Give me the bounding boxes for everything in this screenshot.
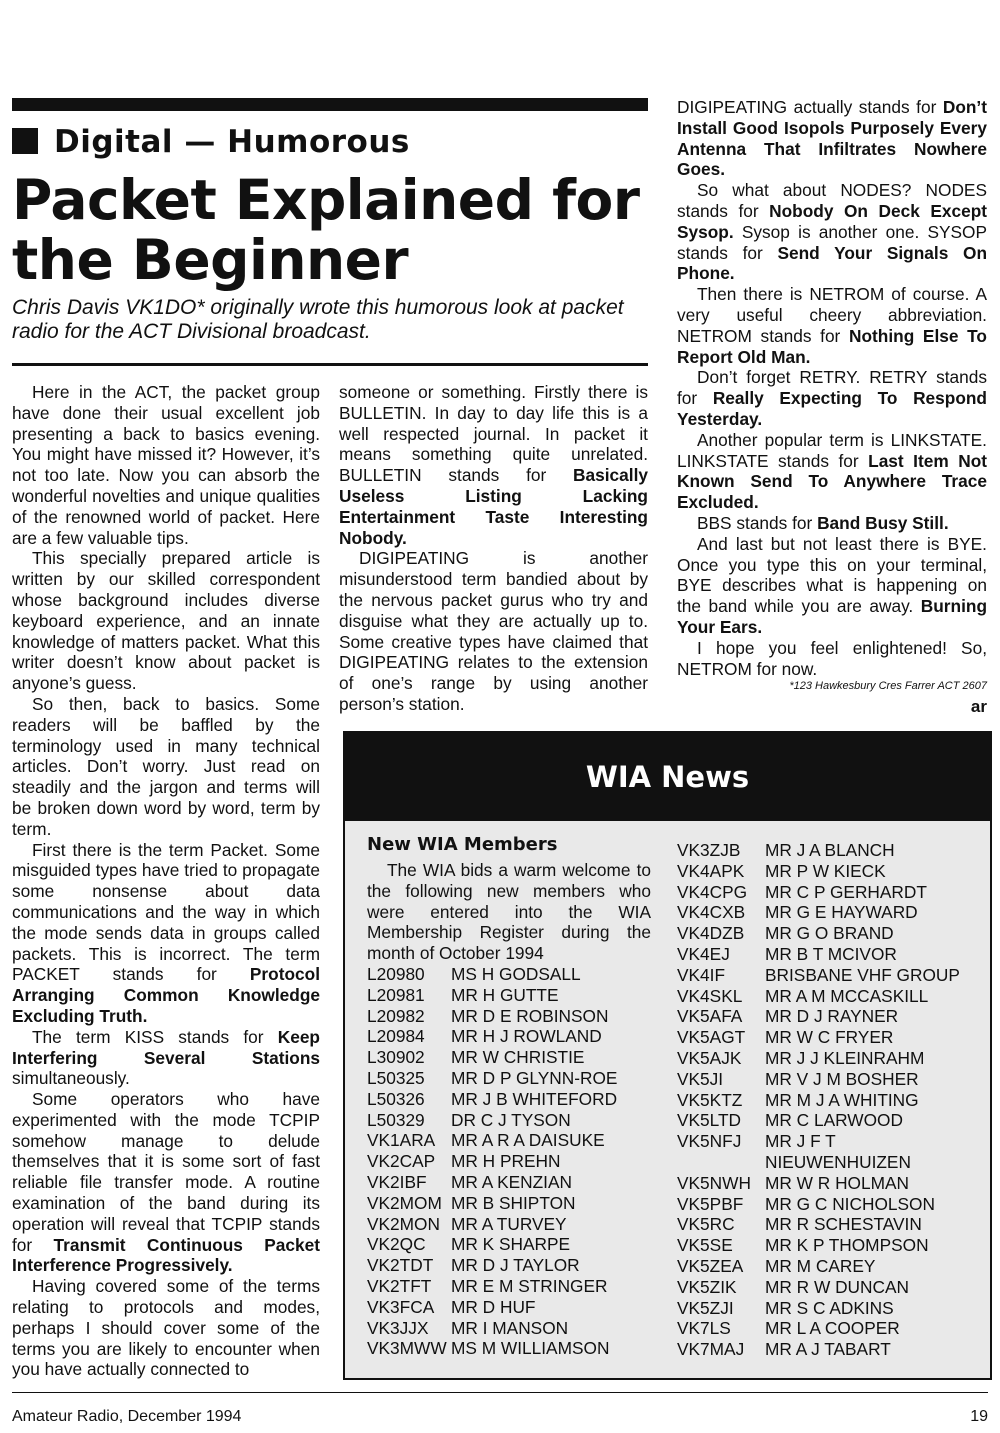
member-name: MR G O BRAND xyxy=(765,923,894,944)
member-name: BRISBANE VHF GROUP xyxy=(765,964,960,985)
member-name: MS M WILLIAMSON xyxy=(451,1338,610,1359)
paragraph: So then, back to basics. Some readers will be baffled by the terminology used in many technical articles. Don’t worry. Just read on steadily and the jargon and terms will be broken down word by word, term by term. xyxy=(12,693,320,839)
member-name: MR C P GERHARDT xyxy=(765,881,927,902)
member-name: MR J F T xyxy=(765,1131,836,1152)
member-name: MR H J ROWLAND xyxy=(451,1026,602,1047)
member-row xyxy=(677,1006,977,1027)
member-row xyxy=(367,1214,657,1235)
article-end-mark: ar xyxy=(970,697,987,716)
member-callsign: VK4CXB xyxy=(677,902,746,923)
member-callsign: VK4EJ xyxy=(677,943,730,964)
member-row xyxy=(367,985,657,1006)
member-name: MR L A COOPER xyxy=(765,1318,900,1339)
members-intro-text: The WIA bids a warm welcome to the following new members who were entered into the WIA Membership Register during the month of October 1994 xyxy=(367,860,651,964)
member-name: MR W C FRYER xyxy=(765,1027,894,1048)
member-callsign: VK2CAP xyxy=(367,1151,436,1172)
member-callsign: VK5NFJ xyxy=(677,1131,742,1152)
member-callsign: VK2QC xyxy=(367,1234,426,1255)
member-name: NIEUWENHUIZEN xyxy=(765,1151,911,1172)
member-name: MR E M STRINGER xyxy=(451,1275,608,1296)
member-callsign: VK5AFA xyxy=(677,1006,743,1027)
member-row xyxy=(367,1172,657,1193)
member-row xyxy=(367,1338,657,1359)
member-row xyxy=(677,1194,977,1215)
member-name: MR D J TAYLOR xyxy=(451,1255,580,1276)
member-name: MR D J RAYNER xyxy=(765,1006,899,1027)
footer-rule xyxy=(12,1392,988,1393)
member-row xyxy=(677,986,977,1007)
member-callsign: VK5KTZ xyxy=(677,1089,743,1110)
paragraph: Having covered some of the terms relating to protocols and modes, perhaps I should cover some of the terms you are likely to encounter when you have actually connected to xyxy=(12,1276,320,1380)
member-row xyxy=(677,1152,977,1173)
member-callsign: L30902 xyxy=(367,1047,425,1068)
member-callsign: VK5ZJI xyxy=(677,1297,734,1318)
member-row xyxy=(677,1318,977,1339)
member-callsign: L50329 xyxy=(367,1109,425,1130)
member-row xyxy=(677,1173,977,1194)
square-bullet-icon xyxy=(12,128,38,154)
member-name: MR A KENZIAN xyxy=(451,1171,572,1192)
member-callsign: VK2TDT xyxy=(367,1255,434,1276)
member-name: MR A M MCCASKILL xyxy=(765,985,929,1006)
member-row xyxy=(677,1339,977,1360)
member-row xyxy=(677,1110,977,1131)
member-name: MR J A BLANCH xyxy=(765,840,895,860)
paragraph: The term KISS stands for Keep Interfering Several Stations simultaneously. xyxy=(12,1026,320,1089)
member-name: MR W R HOLMAN xyxy=(765,1172,910,1193)
section-label: Digital — Humorous xyxy=(54,124,410,160)
paragraph: Another popular term is LINKSTATE. LINKSTATE stands for Last Item Not Known Send To Anywhere Trace Excluded. xyxy=(677,429,987,513)
member-name: MR J B WHITEFORD xyxy=(451,1088,618,1109)
member-name: MR D E ROBINSON xyxy=(451,1005,609,1026)
member-callsign: L20981 xyxy=(367,984,425,1005)
member-callsign: VK2MOM xyxy=(367,1192,442,1213)
member-callsign: VK5RC xyxy=(677,1214,735,1235)
member-callsign: VK3JJX xyxy=(367,1317,429,1338)
paragraph: First there is the term Packet. Some misguided types have tried to propagate some nonsense about data communications and the way in which the mode sends data in groups called packets. This is incorrect. The term PACKET stands for Protocol Arranging Common Knowledge Excluding Truth. xyxy=(12,839,320,1026)
member-callsign: L20980 xyxy=(367,964,425,984)
member-callsign: VK4DZB xyxy=(677,923,745,944)
member-name: MR R W DUNCAN xyxy=(765,1276,909,1297)
member-callsign: VK5NWH xyxy=(677,1172,751,1193)
member-name: MR H GUTTE xyxy=(451,984,559,1005)
section-heading xyxy=(12,124,410,160)
member-callsign: VK5AGT xyxy=(677,1027,746,1048)
member-row xyxy=(677,1090,977,1111)
member-row xyxy=(677,923,977,944)
paragraph: So what about NODES? NODES stands for Nobody On Deck Except Sysop. Sysop is another one. SYSOP stands for Send Your Signals On Phone. xyxy=(677,180,988,284)
member-callsign: VK5JI xyxy=(677,1068,724,1089)
member-callsign: VK3ZJB xyxy=(677,840,741,860)
member-name: MS H GODSALL xyxy=(451,964,581,984)
member-callsign: VK2TFT xyxy=(367,1275,432,1296)
member-callsign: VK2IBF xyxy=(367,1171,427,1192)
author-address-footnote: *123 Hawkesbury Cres Farrer ACT 2607 xyxy=(789,680,987,692)
member-name: MR A TURVEY xyxy=(451,1213,567,1234)
member-name: MR A R A DAISUKE xyxy=(451,1130,605,1151)
member-name: MR H PREHN xyxy=(451,1151,561,1172)
member-callsign: L50325 xyxy=(367,1067,425,1088)
paragraph: And last but not least there is BYE. Once you type this on your terminal, BYE describes what is happening on the band while you are away. Burning Your Ears. xyxy=(677,533,987,637)
member-row xyxy=(677,861,977,882)
member-row xyxy=(367,1006,657,1027)
article-title: Packet Explained for the Beginner xyxy=(12,168,640,292)
member-row xyxy=(677,840,977,861)
member-callsign: VK4SKL xyxy=(677,985,743,1006)
new-members-heading: New WIA Members xyxy=(367,834,558,855)
member-name: MR M CAREY xyxy=(765,1255,876,1276)
member-callsign: VK5AJK xyxy=(677,1047,742,1068)
member-callsign: VK5ZEA xyxy=(677,1255,744,1276)
member-row xyxy=(367,1110,657,1131)
paragraph: Some operators who have experimented with the mode TCPIP somehow manage to delude themselves that it is some sort of fast reliable file transfer mode. A routine examination of the band during its operation will reveal that TCPIP stands for Transmit Continuous Packet Interference Progressively. xyxy=(12,1089,320,1276)
member-name: MR D HUF xyxy=(451,1296,536,1317)
member-callsign: VK3MWW xyxy=(367,1338,447,1359)
paragraph: I hope you feel enlightened! So, NETROM for now. xyxy=(677,637,987,679)
member-row xyxy=(677,882,977,903)
member-row xyxy=(677,1069,977,1090)
article-column-1 xyxy=(12,382,320,1380)
member-name: MR A J TABART xyxy=(765,1339,891,1360)
member-name: MR G C NICHOLSON xyxy=(765,1193,935,1214)
paragraph: Here in the ACT, the packet group have done their usual excellent job presenting a back to basics evening. You might have missed it? However, it’s not too late. Now you can absorb the wonderful novelties and unique qualities of the renowned world of packet. Here are a few valuable tips. xyxy=(12,382,320,548)
publication-footer: Amateur Radio, December 1994 xyxy=(12,1408,242,1425)
member-callsign: VK5PBF xyxy=(677,1193,744,1214)
member-row xyxy=(367,1089,657,1110)
member-row xyxy=(367,1255,657,1276)
member-callsign: VK2MON xyxy=(367,1213,440,1234)
member-callsign: L20982 xyxy=(367,1005,425,1026)
member-row xyxy=(677,1298,977,1319)
member-callsign xyxy=(677,1152,765,1173)
member-row xyxy=(677,1235,977,1256)
member-row xyxy=(367,1047,657,1068)
member-name: MR K P THOMPSON xyxy=(765,1235,929,1256)
member-callsign: VK5ZIK xyxy=(677,1276,737,1297)
member-row xyxy=(367,1234,657,1255)
member-row xyxy=(677,1277,977,1298)
member-name: MR W CHRISTIE xyxy=(451,1047,585,1068)
member-callsign: VK1ARA xyxy=(367,1130,436,1151)
members-list-right xyxy=(677,840,977,1360)
member-row xyxy=(367,964,657,985)
member-row xyxy=(367,1068,657,1089)
member-row xyxy=(367,1193,657,1214)
member-row xyxy=(677,1214,977,1235)
member-callsign: VK3FCA xyxy=(367,1296,435,1317)
member-callsign: VK5SE xyxy=(677,1235,733,1256)
member-callsign: VK7MAJ xyxy=(677,1339,745,1360)
member-name: MR G E HAYWARD xyxy=(765,902,918,923)
member-row xyxy=(367,1276,657,1297)
member-callsign: L20984 xyxy=(367,1026,425,1047)
paragraph: DIGIPEATING is another misunderstood term bandied about by the nervous packet gurus who try and disguise what they are actually up to. Some creative types have claimed that DIGIPEATING relates to the extension of one’s range by using another person’s station. xyxy=(339,548,648,714)
paragraph: Don’t forget RETRY. RETRY stands for Really Expecting To Respond Yesterday. xyxy=(677,367,987,429)
member-name: MR R SCHESTAVIN xyxy=(765,1214,922,1235)
member-row xyxy=(677,1027,977,1048)
member-name: DR C J TYSON xyxy=(451,1109,571,1130)
member-row xyxy=(367,1026,657,1047)
member-row xyxy=(367,1318,657,1339)
member-row xyxy=(367,1151,657,1172)
member-callsign: VK4CPG xyxy=(677,881,748,902)
member-callsign: VK4IF xyxy=(677,964,726,985)
article-column-2 xyxy=(339,382,648,715)
article-subtitle: Chris Davis VK1DO* originally wrote this humorous look at packet radio for the ACT Divisional broadcast. xyxy=(12,296,624,343)
member-callsign: VK7LS xyxy=(677,1318,731,1339)
member-row xyxy=(677,1048,977,1069)
member-name: MR J J KLEINRAHM xyxy=(765,1047,925,1068)
subtitle-rule xyxy=(12,363,648,366)
wia-news-header: WIA News xyxy=(345,733,990,821)
members-intro xyxy=(367,860,651,964)
header-rule xyxy=(12,98,648,111)
member-row xyxy=(677,944,977,965)
member-row xyxy=(677,1131,977,1152)
member-callsign: L50326 xyxy=(367,1088,425,1109)
paragraph: DIGIPEATING actually stands for Don’t Install Good Isopols Purposely Every Antenna That Infiltrates Nowhere Goes. xyxy=(677,97,987,180)
paragraph: BBS stands for Band Busy Still. xyxy=(697,512,949,533)
member-row xyxy=(367,1297,657,1318)
member-name: MR M J A WHITING xyxy=(765,1089,919,1110)
member-name: MR K SHARPE xyxy=(451,1234,571,1255)
paragraph: This specially prepared article is written by our skilled correspondent whose background includes diverse keyboard experience, and an innate knowledge of matters packet. What this writer doesn’t know about packet is anyone’s guess. xyxy=(12,548,320,694)
paragraph: someone or something. Firstly there is BULLETIN. In day to day life this is a well respected journal. In packet it means something quite unrelated. BULLETIN stands for Basically Useless Listing Lacking Entertainment Taste Interesting Nobody. xyxy=(339,382,648,548)
member-callsign: VK4APK xyxy=(677,860,745,881)
member-name: MR C LARWOOD xyxy=(765,1110,903,1131)
member-row xyxy=(677,965,977,986)
member-name: MR B T MCIVOR xyxy=(765,943,897,964)
member-name: MR B SHIPTON xyxy=(451,1192,576,1213)
member-name: MR P W KIECK xyxy=(765,860,886,881)
page-number: 19 xyxy=(970,1408,988,1425)
member-name: MR I MANSON xyxy=(451,1317,569,1338)
member-name: MR S C ADKINS xyxy=(765,1297,894,1318)
member-row xyxy=(677,902,977,923)
member-name: MR D P GLYNN-ROE xyxy=(451,1067,618,1088)
member-row xyxy=(367,1130,657,1151)
paragraph: Then there is NETROM of course. A very useful cheery abbreviation. NETROM stands for Nothing Else To Report Old Man. xyxy=(677,284,987,367)
member-row xyxy=(677,1256,977,1277)
member-name: MR V J M BOSHER xyxy=(765,1068,919,1089)
member-callsign: VK5LTD xyxy=(677,1110,742,1131)
article-column-3 xyxy=(677,97,987,679)
members-list-left xyxy=(367,964,657,1359)
